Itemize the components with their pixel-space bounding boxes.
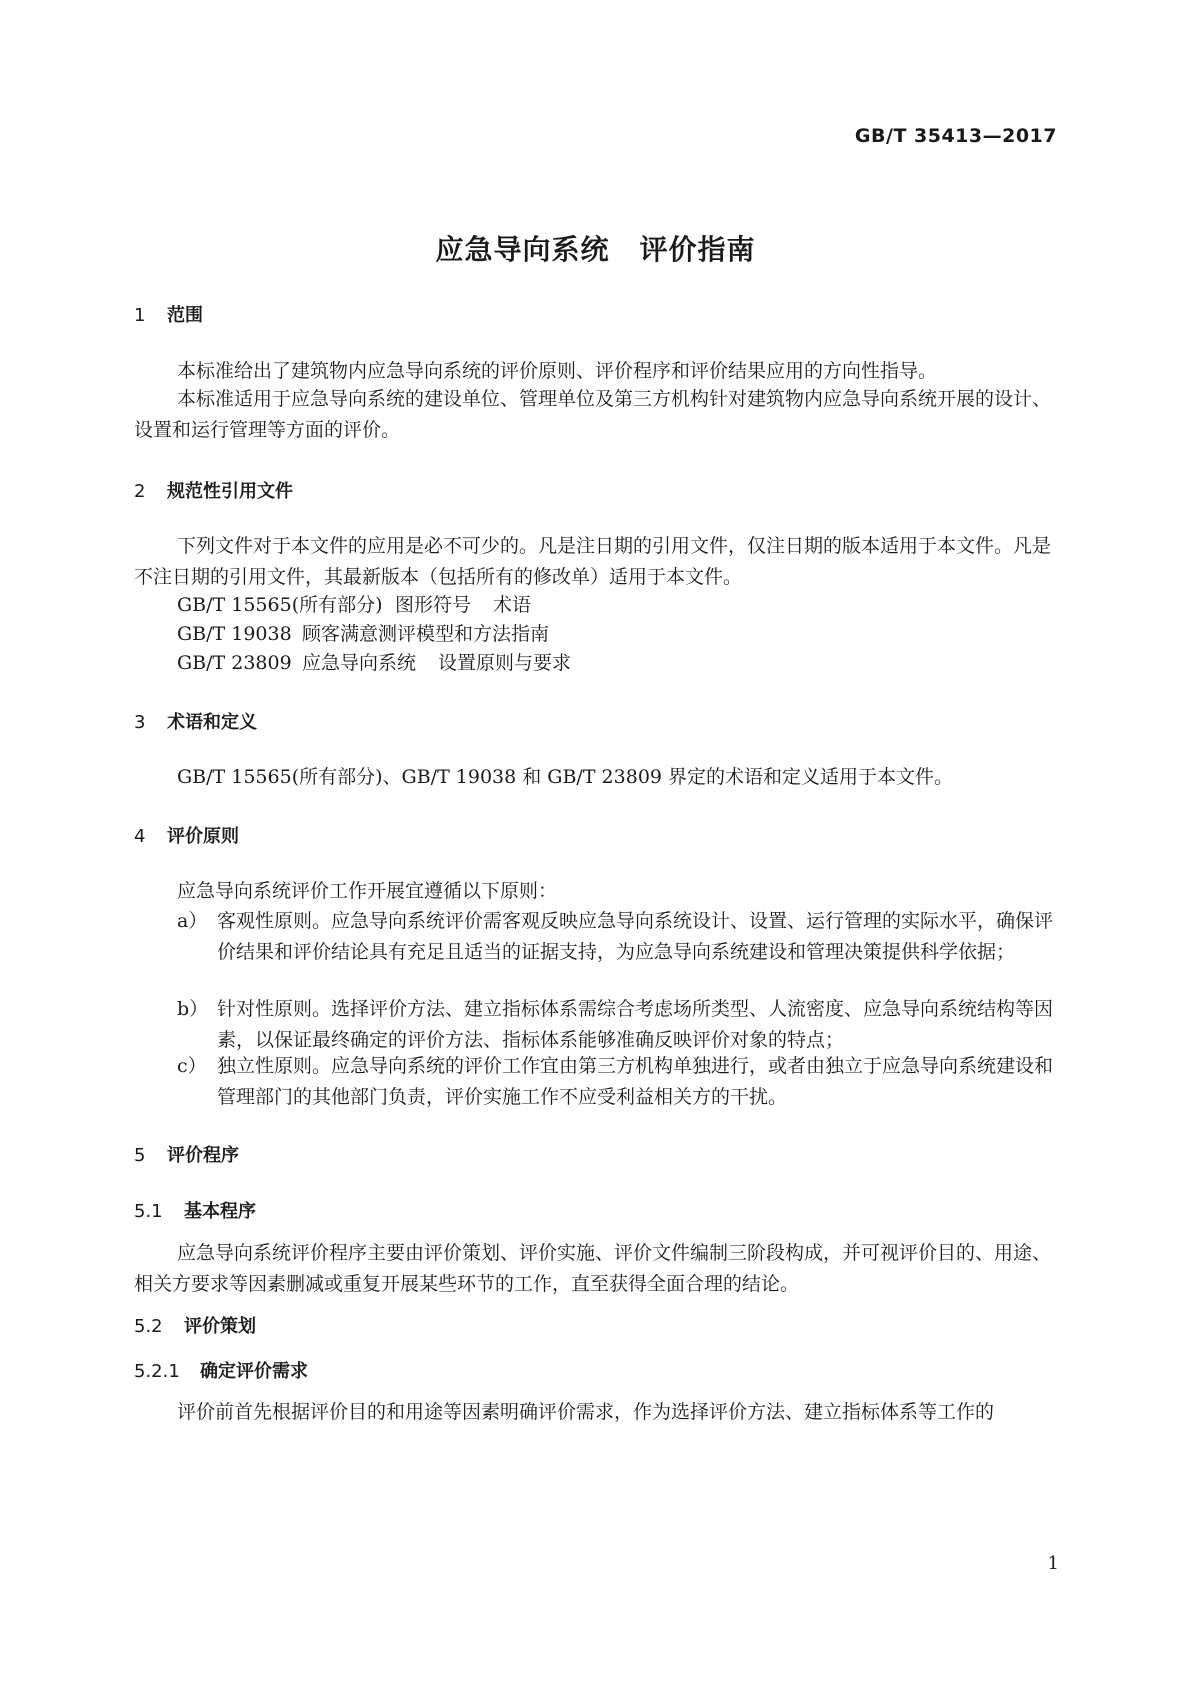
section-title: 规范性引用文件 — [167, 481, 293, 502]
section-2-heading — [134, 477, 293, 503]
section-number: 5.2 — [134, 1316, 163, 1337]
title-part-1: 应急导向系统 — [435, 233, 610, 266]
section-number: 5 — [134, 1145, 146, 1166]
reference-item — [177, 648, 571, 675]
section-1-heading — [134, 301, 203, 327]
section-title: 评价原则 — [167, 826, 239, 847]
section-3-paragraph-1: GB/T 15565(所有部分)、GB/T 19038 和 GB/T 23809 界定的术语和定义适用于本文件。 — [177, 766, 954, 788]
section-title: 范围 — [167, 305, 203, 326]
section-number: 4 — [134, 826, 146, 847]
section-5-2-1-heading — [134, 1357, 308, 1383]
reference-code: GB/T 23809 — [177, 652, 292, 674]
section-number: 2 — [134, 481, 146, 502]
section-1-paragraph-2: 本标准适用于应急导向系统的建设单位、管理单位及第三方机构针对建筑物内应急导向系统开展的设计、设置和运行管理等方面的评价。 — [134, 388, 1052, 441]
reference-title: 应急导向系统 — [302, 652, 417, 674]
item-marker: b） — [177, 998, 209, 1020]
standard-number: GB/T 35413—2017 — [854, 125, 1057, 147]
section-number: 1 — [134, 305, 146, 326]
item-text: 独立性原则。应急导向系统的评价工作宜由第三方机构单独进行，或者由独立于应急导向系统建设和管理部门的其他部门负责，评价实施工作不应受利益相关方的干扰。 — [217, 1055, 1054, 1108]
title-part-2: 评价指南 — [639, 233, 756, 266]
reference-item — [177, 590, 531, 617]
section-number: 5.1 — [134, 1201, 163, 1222]
principle-item-b — [134, 994, 1058, 1056]
principle-item-a — [134, 906, 1058, 968]
section-number: 3 — [134, 712, 146, 733]
page-number: 1 — [1047, 1553, 1059, 1574]
section-title: 基本程序 — [184, 1201, 256, 1222]
section-5-2-1-paragraph-1: 评价前首先根据评价目的和用途等因素明确评价需求，作为选择评价方法、建立指标体系等工作的 — [177, 1401, 995, 1423]
section-5-2-heading — [134, 1312, 256, 1338]
item-marker: c） — [177, 1055, 207, 1077]
section-title: 术语和定义 — [167, 712, 257, 733]
reference-title-2: 术语 — [493, 594, 532, 616]
document-title — [0, 228, 1191, 268]
reference-code: GB/T 15565(所有部分) — [177, 594, 383, 616]
section-4-heading — [134, 822, 239, 848]
section-title: 评价策划 — [184, 1316, 256, 1337]
reference-title-2: 设置原则与要求 — [438, 652, 572, 674]
section-1-paragraph-1: 本标准给出了建筑物内应急导向系统的评价原则、评价程序和评价结果应用的方向性指导。 — [177, 360, 938, 382]
section-2-paragraph-1: 下列文件对于本文件的应用是必不可少的。凡是注日期的引用文件，仅注日期的版本适用于本文件。凡是不注日期的引用文件，其最新版本（包括所有的修改单）适用于本文件。 — [134, 535, 1052, 588]
reference-code: GB/T 19038 — [177, 623, 292, 645]
item-text: 客观性原则。应急导向系统评价需客观反映应急导向系统设计、设置、运行管理的实际水平，确保评价结果和评价结论具有充足且适当的证据支持，为应急导向系统建设和管理决策提供科学依据； — [217, 910, 1054, 963]
section-number: 5.2.1 — [134, 1361, 180, 1382]
section-title: 确定评价需求 — [200, 1361, 308, 1382]
item-marker: a） — [177, 910, 208, 932]
reference-item — [177, 619, 549, 646]
section-3-heading — [134, 708, 257, 734]
section-4-paragraph-1: 应急导向系统评价工作开展宜遵循以下原则： — [177, 880, 558, 902]
principle-item-c — [134, 1051, 1058, 1113]
section-5-1-paragraph-1: 应急导向系统评价程序主要由评价策划、评价实施、评价文件编制三阶段构成，并可视评价目的、用途、相关方要求等因素删减或重复开展某些环节的工作，直至获得全面合理的结论。 — [134, 1242, 1052, 1295]
reference-title: 图形符号 — [395, 594, 472, 616]
item-text: 针对性原则。选择评价方法、建立指标体系需综合考虑场所类型、人流密度、应急导向系统结构等因素，以保证最终确定的评价方法、指标体系能够准确反映评价对象的特点； — [217, 998, 1054, 1051]
reference-title: 顾客满意测评模型和方法指南 — [302, 623, 550, 645]
section-5-heading — [134, 1141, 239, 1167]
section-5-1-heading — [134, 1197, 256, 1223]
section-title: 评价程序 — [167, 1145, 239, 1166]
